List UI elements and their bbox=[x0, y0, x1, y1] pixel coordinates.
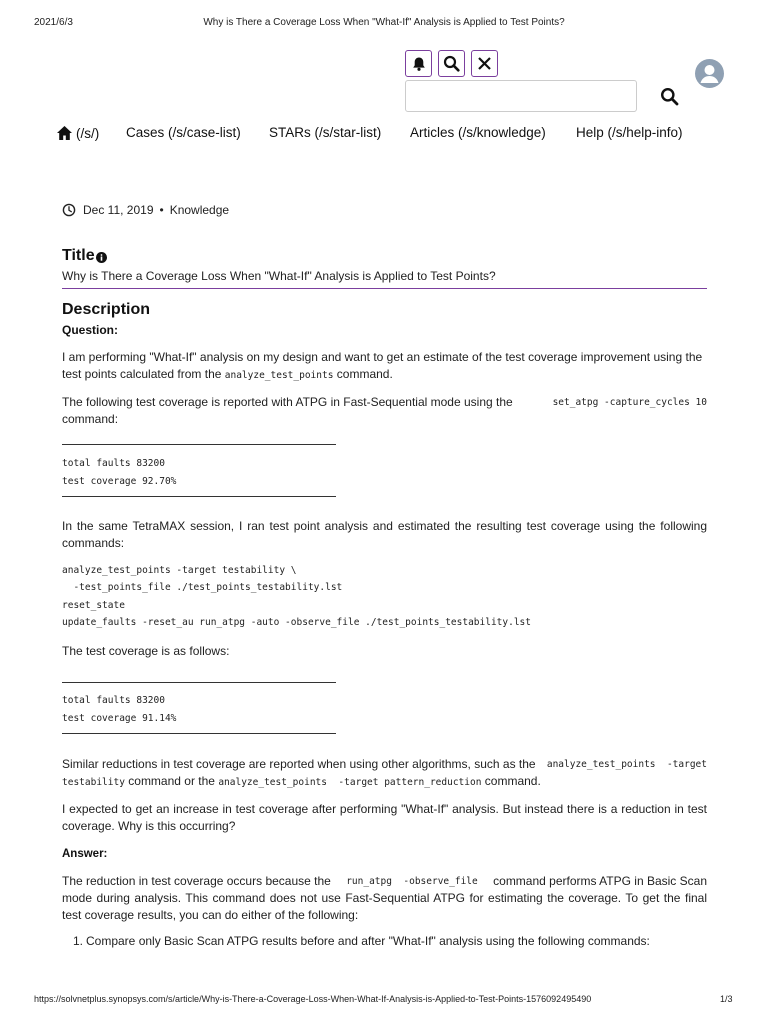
code-block-1-top-rule bbox=[62, 444, 336, 445]
answer-paragraph-1 bbox=[62, 873, 707, 924]
title-label: Title bbox=[62, 247, 95, 264]
code-block-3-top-rule bbox=[62, 682, 336, 683]
p7-code: run_atpg -observe_file bbox=[346, 876, 478, 887]
search-toggle-button[interactable] bbox=[438, 50, 465, 77]
question-paragraph-3: In the same TetraMAX session, I ran test point analysis and estimated the resulting test coverage using the following commands: bbox=[62, 519, 707, 550]
bell-icon bbox=[411, 56, 427, 72]
code-block-1-line-1: total faults 83200 bbox=[62, 458, 165, 469]
question-paragraph-6: I expected to get an increase in test coverage after performing "What-If" analysis. But instead there is a reduction in test coverage. Why is this occurring? bbox=[62, 802, 707, 833]
code-block-1-line-2: test coverage 92.70% bbox=[62, 476, 177, 487]
print-page-number: 1/3 bbox=[720, 994, 733, 1004]
code-block-2-line-3: reset_state bbox=[62, 600, 125, 611]
notification-button[interactable] bbox=[405, 50, 432, 77]
list-item-text: Compare only Basic Scan ATPG results before and after "What-If" analysis using the following commands: bbox=[86, 934, 650, 948]
p5-line-a: Similar reductions in test coverage are reported when using other algorithms, such as the bbox=[62, 757, 536, 771]
title-text: Why is There a Coverage Loss When "What-If" Analysis is Applied to Test Points? bbox=[62, 269, 496, 283]
description-heading: Description bbox=[62, 301, 151, 318]
article-category: Knowledge bbox=[169, 203, 230, 217]
p7-line-a: The reduction in test coverage occurs because the bbox=[62, 874, 331, 888]
close-icon bbox=[477, 56, 492, 71]
search-submit-button[interactable] bbox=[660, 87, 679, 111]
home-icon bbox=[56, 125, 73, 141]
title-divider bbox=[62, 288, 707, 289]
p2-line-a: The following test coverage is reported with ATPG in Fast-Sequential mode using the bbox=[62, 395, 513, 409]
avatar[interactable] bbox=[695, 59, 724, 88]
article-meta bbox=[62, 203, 229, 217]
print-date: 2021/6/3 bbox=[34, 17, 73, 28]
list-item bbox=[73, 934, 650, 948]
print-doc-title: Why is There a Coverage Loss When "What-If" Analysis is Applied to Test Points? bbox=[203, 17, 565, 28]
nav-help-link[interactable]: Help (/s/help-info) bbox=[576, 125, 683, 140]
question-paragraph-2 bbox=[62, 394, 707, 428]
article-date: Dec 11, 2019 bbox=[83, 203, 154, 217]
p1-line-a: I am performing "What-If" analysis on my design and want to get an estimate of the test coverage improvement using the bbox=[62, 350, 703, 364]
code-block-2-line-4: update_faults -reset_au run_atpg -auto -observe_file ./test_points_testability.lst bbox=[62, 617, 531, 628]
question-paragraph-4: The test coverage is as follows: bbox=[62, 644, 230, 658]
code-block-3-bottom-rule bbox=[62, 733, 336, 734]
p5-code-2: testability bbox=[62, 777, 125, 788]
search-icon bbox=[660, 87, 679, 106]
code-block-3-line-2: test coverage 91.14% bbox=[62, 713, 177, 724]
p5-code-3: analyze_test_points -target pattern_reduction bbox=[218, 777, 482, 788]
meta-separator: • bbox=[159, 203, 164, 217]
code-block-2-line-1: analyze_test_points -target testability \ bbox=[62, 565, 297, 576]
user-icon bbox=[695, 59, 724, 88]
title-heading bbox=[62, 247, 107, 265]
search-input[interactable] bbox=[405, 80, 637, 112]
question-paragraph-5 bbox=[62, 756, 707, 791]
p1-code: analyze_test_points bbox=[224, 370, 334, 381]
p2-line-b: command: bbox=[62, 412, 119, 426]
p7-line-b: command performs ATPG in Basic Scan bbox=[493, 874, 707, 888]
search-icon bbox=[443, 55, 460, 72]
answer-label: Answer: bbox=[62, 848, 108, 860]
p5-code-1: analyze_test_points -target bbox=[546, 759, 707, 770]
nav-cases-link[interactable]: Cases (/s/case-list) bbox=[126, 125, 241, 140]
question-label: Question: bbox=[62, 323, 118, 337]
print-url: https://solvnetplus.synopsys.com/s/article/Why-is-There-a-Coverage-Loss-When-What-If-Analysis-is-Applied-to-Test-Points-1576092495490 bbox=[34, 994, 592, 1004]
p5-line-b: command or the bbox=[128, 774, 215, 788]
nav-articles-link[interactable]: Articles (/s/knowledge) bbox=[410, 125, 546, 140]
code-block-1-bottom-rule bbox=[62, 496, 336, 497]
list-item-number: 1. bbox=[73, 934, 84, 948]
nav-home-label: (/s/) bbox=[76, 125, 100, 141]
nav-home-link[interactable] bbox=[56, 125, 99, 141]
info-icon[interactable] bbox=[96, 252, 107, 263]
clock-icon bbox=[62, 203, 76, 217]
p5-line-c: command. bbox=[484, 774, 541, 788]
p1-line-c: command. bbox=[336, 367, 393, 381]
p2-code: set_atpg -capture_cycles 10 bbox=[552, 397, 707, 408]
question-paragraph-1 bbox=[62, 349, 707, 384]
close-button[interactable] bbox=[471, 50, 498, 77]
code-block-3-line-1: total faults 83200 bbox=[62, 695, 165, 706]
p7-line-c: mode during analysis. This command does not use Fast-Sequential ATPG for estimating the coverage. To get the final test coverage results, you can do either of the following: bbox=[62, 891, 707, 922]
p1-line-b: test points calculated from the bbox=[62, 367, 222, 381]
code-block-2-line-2: -test_points_file ./test_points_testability.lst bbox=[62, 582, 343, 593]
nav-stars-link[interactable]: STARs (/s/star-list) bbox=[269, 125, 382, 140]
